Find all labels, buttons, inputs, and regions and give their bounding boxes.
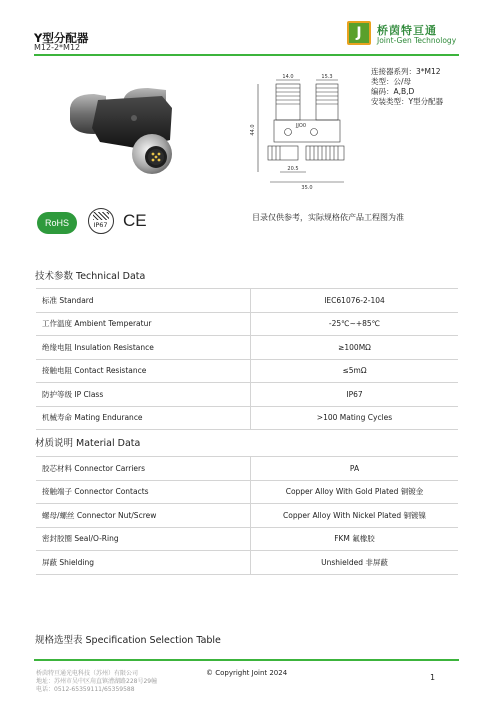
- dim-top-right: 15.3: [321, 74, 333, 80]
- page-subtitle: M12-2*M12: [34, 43, 81, 52]
- product-photo: [62, 84, 192, 180]
- footer-divider: [34, 659, 459, 661]
- spec-coding: 编码：A,B,D: [371, 87, 415, 96]
- table-row: [36, 457, 458, 481]
- row-value: ≤5mΩ: [251, 359, 459, 383]
- table-row: [36, 406, 458, 430]
- page-number: 1: [430, 673, 436, 682]
- technical-section-title: 技术参数 Technical Data: [35, 271, 146, 282]
- technical-drawing: [244, 72, 368, 194]
- selection-section-title: 规格选型表 Specification Selection Table: [35, 635, 221, 646]
- row-value: >100 Mating Cycles: [251, 406, 459, 430]
- row-value: -25℃~+85℃: [251, 312, 459, 336]
- row-label: 屏蔽 Shielding: [36, 551, 251, 575]
- row-value: ≥100MΩ: [251, 336, 459, 360]
- row-value: IP67: [251, 383, 459, 407]
- dim-bottom-inner: 20.5: [287, 166, 299, 172]
- table-row: [36, 312, 458, 336]
- dim-top-left: 14.0: [282, 74, 294, 80]
- row-label: 螺母/螺丝 Connector Nut/Screw: [36, 504, 251, 528]
- row-value: Copper Alloy With Nickel Plated 铜镀镍: [251, 504, 459, 528]
- table-row: [36, 336, 458, 360]
- footer-company: 桥茵特亘通光电科技（苏州）有限公司: [36, 670, 139, 677]
- catalog-notice: 目录仅供参考，实际规格依产品工程图为准: [252, 213, 404, 222]
- row-value: FKM 氟橡胶: [251, 527, 459, 551]
- table-row: [36, 289, 458, 313]
- table-row: [36, 383, 458, 407]
- table-row: [36, 480, 458, 504]
- row-label: 工作温度 Ambient Temperatur: [36, 312, 251, 336]
- row-label: 防护等级 IP Class: [36, 383, 251, 407]
- rohs-badge: RoHS: [37, 212, 77, 234]
- row-label: 绝缘电阻 Insulation Resistance: [36, 336, 251, 360]
- row-label: 接触端子 Connector Contacts: [36, 480, 251, 504]
- footer-phone: 电话：0512-65359111/65359588: [36, 686, 135, 693]
- row-value: Unshielded 非屏蔽: [251, 551, 459, 575]
- material-table: [36, 456, 458, 575]
- table-row: [36, 359, 458, 383]
- ip67-badge-icon: [88, 208, 114, 234]
- spec-mounting: 安装类型：Y型分配器: [371, 97, 444, 106]
- table-row: [36, 504, 458, 528]
- row-value: PA: [251, 457, 459, 481]
- row-value: IEC61076-2-104: [251, 289, 459, 313]
- header-divider: [34, 54, 459, 56]
- dim-height: 44.0: [250, 124, 256, 136]
- ce-mark: CE: [123, 211, 147, 230]
- footer-copyright: © Copyright Joint 2024: [206, 669, 288, 677]
- company-name-en: Joint-Gen Technology: [377, 36, 457, 45]
- part-mark: JJO0: [295, 123, 307, 129]
- dim-bottom-total: 35.0: [301, 185, 313, 191]
- page-title: Y型分配器: [34, 31, 89, 45]
- row-label: 接触电阻 Contact Resistance: [36, 359, 251, 383]
- row-label: 标准 Standard: [36, 289, 251, 313]
- table-row: [36, 527, 458, 551]
- row-label: 胶芯材料 Connector Carriers: [36, 457, 251, 481]
- footer-address: 地址：苏州市吴中区甪直镇漕湖路228号29幢: [36, 678, 158, 685]
- spec-series: 连接器系列：3*M12: [371, 67, 441, 76]
- technical-table: [36, 288, 458, 430]
- row-label: 密封胶圈 Seal/O-Ring: [36, 527, 251, 551]
- table-row: [36, 551, 458, 575]
- row-label: 机械寿命 Mating Endurance: [36, 406, 251, 430]
- spec-type: 类型：公/母: [371, 77, 412, 86]
- company-logo-icon: J: [347, 21, 371, 45]
- row-value: Copper Alloy With Gold Plated 铜镀金: [251, 480, 459, 504]
- material-section-title: 材质说明 Material Data: [35, 438, 141, 449]
- company-name-cn: 桥茵特亘通: [377, 24, 437, 37]
- ip67-label: IP67: [93, 221, 108, 229]
